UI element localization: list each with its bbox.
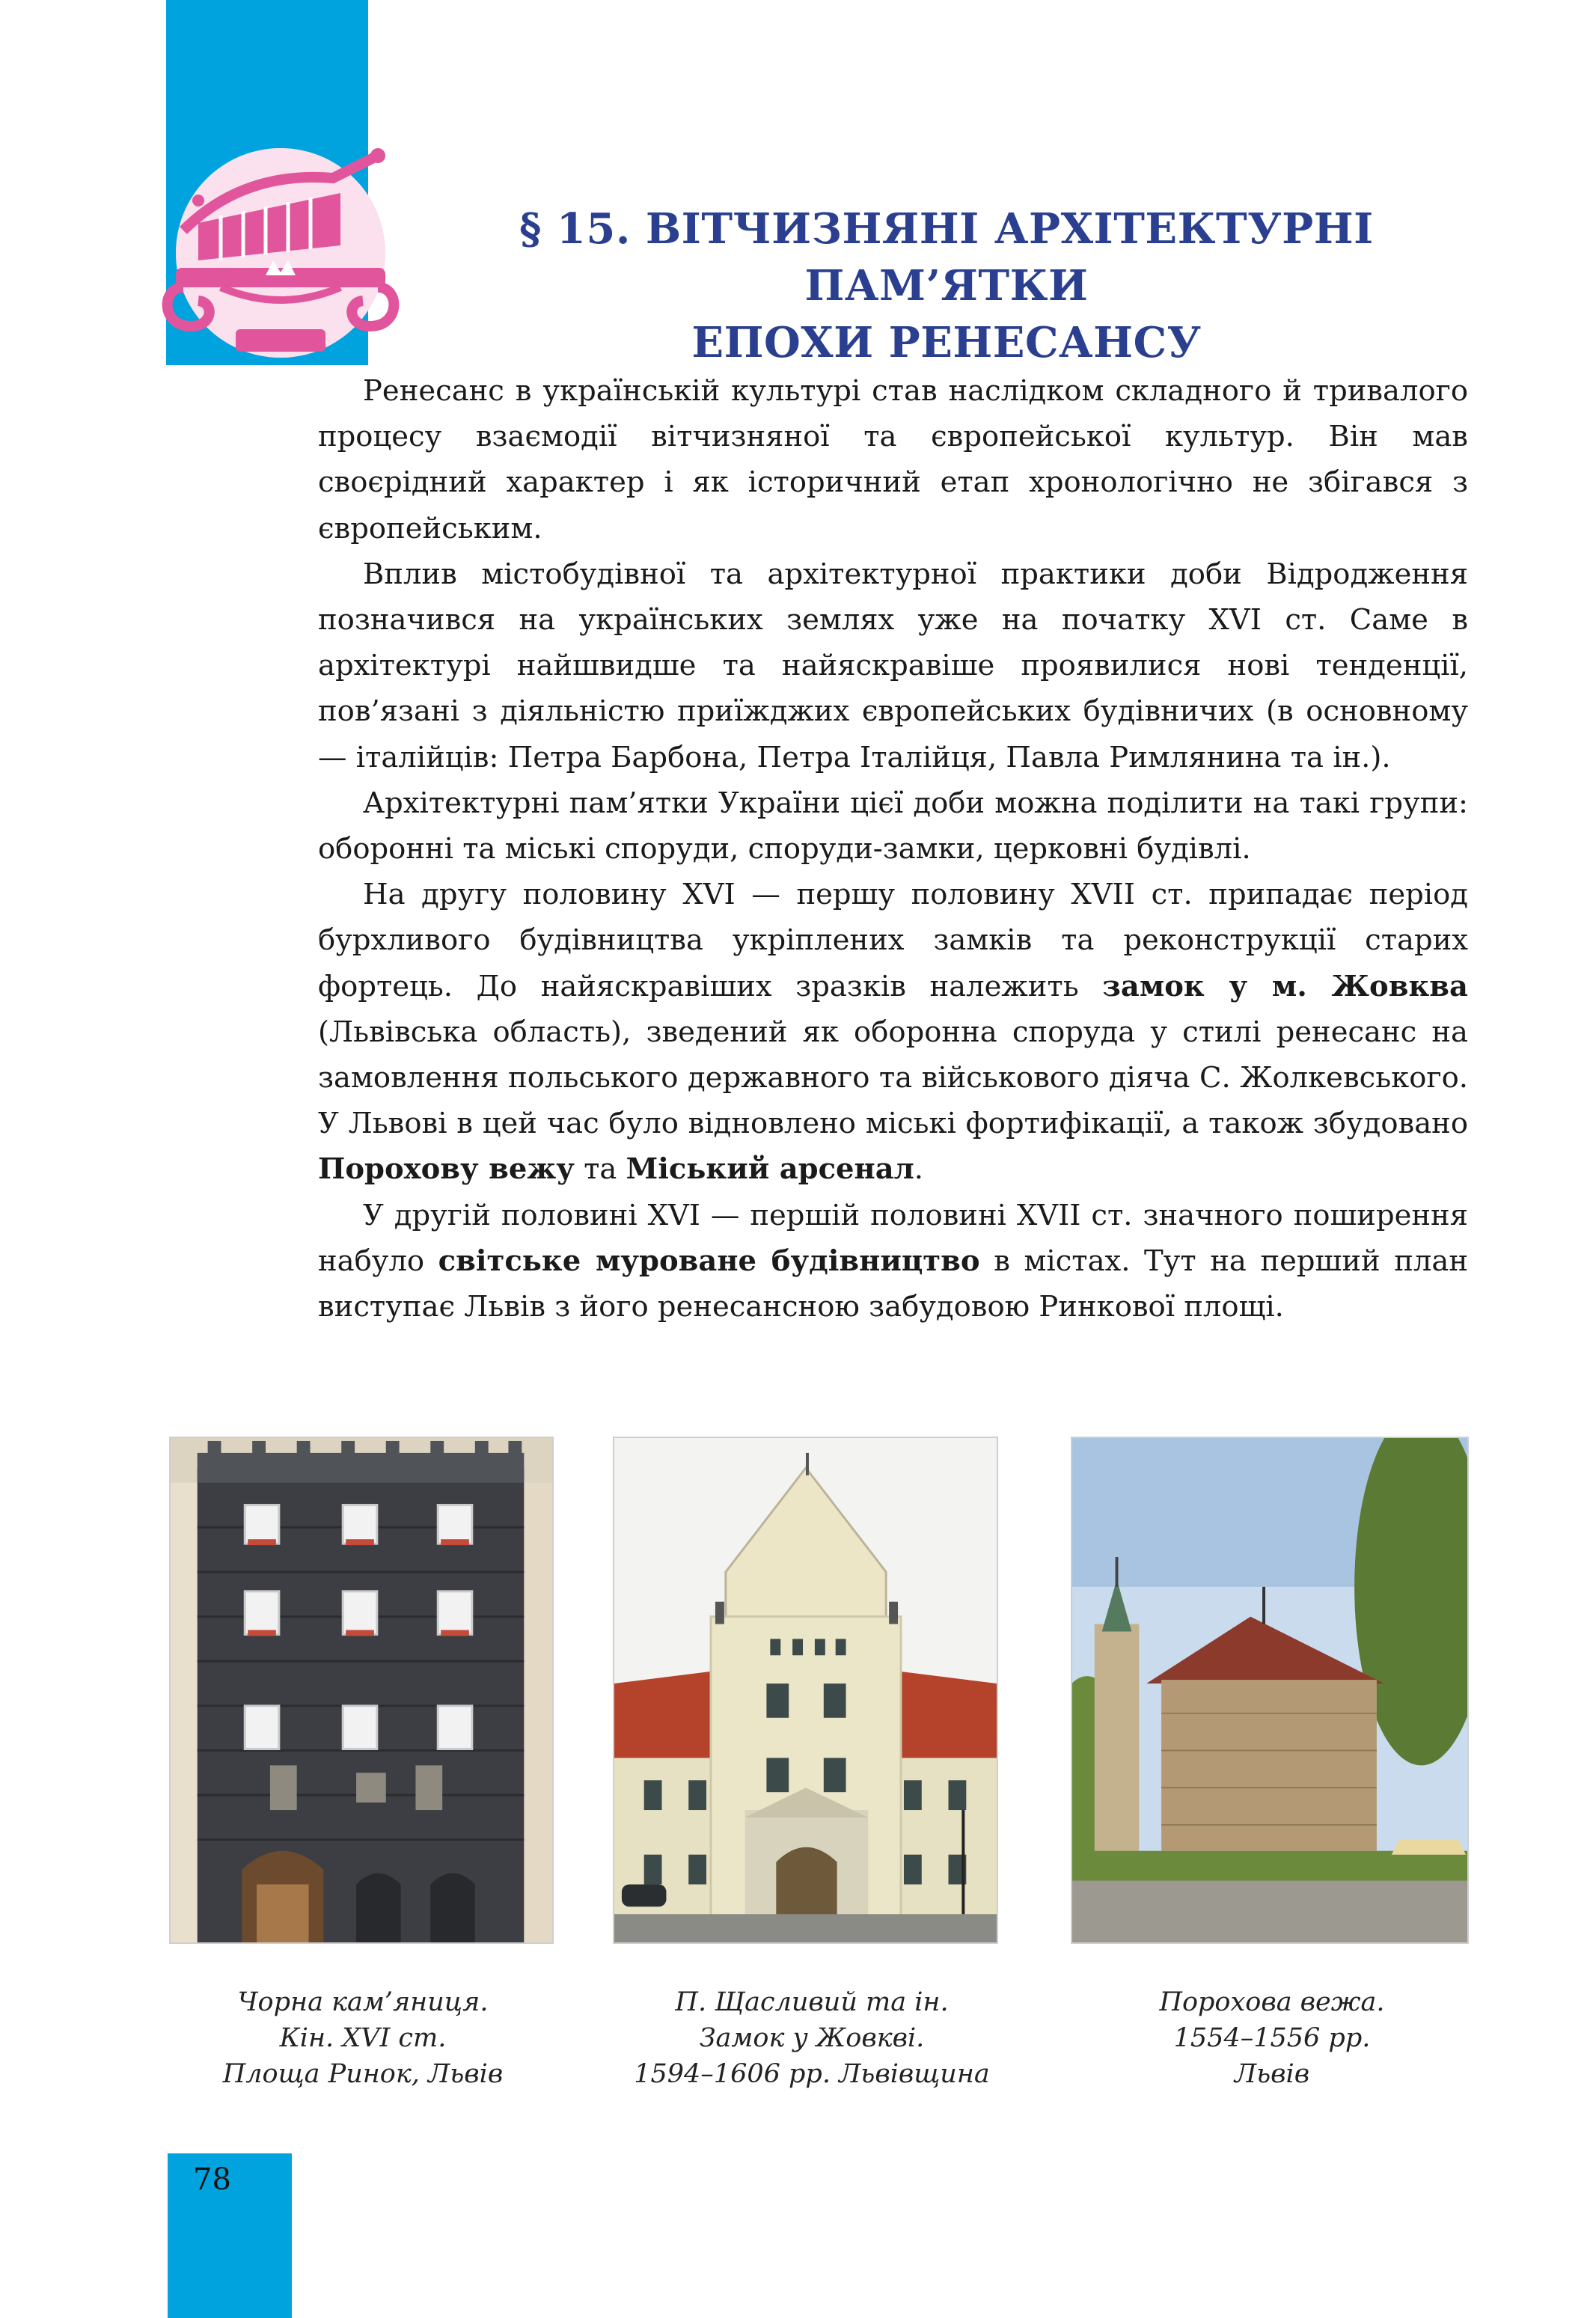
black-stone-house-photo: [169, 1437, 554, 1944]
caption-powder-tower: [1070, 1984, 1474, 2092]
caption-line: Чорна кам’яниця.: [237, 1987, 489, 2017]
caption-line: Львів: [1234, 2059, 1310, 2089]
paragraph-4-text-a: На другу половину XVI — першу половину XVII ст. припадає період бурхливого будівництва укріплених замків та реконструкції старих фортець. До найяскравіших зразків належить: [318, 878, 1468, 1003]
caption-line: Площа Ринок, Львів: [222, 2059, 504, 2089]
paragraph-4-text-d: та: [574, 1152, 626, 1187]
secular-masonry-term: світське муроване будівництво: [438, 1244, 980, 1278]
paragraph-5-text-c: в містах. Тут на перший план виступає Львів з його ренесансною забудовою Ринкової площі.: [318, 1244, 1468, 1324]
caption-zhovkva-castle: [591, 1984, 1033, 2092]
section-title-line-2: ЕПОХИ РЕНЕСАНСУ: [691, 318, 1202, 367]
caption-black-stone-house: [180, 1984, 546, 2092]
city-arsenal-term: Міський арсенал: [626, 1152, 914, 1187]
caption-line: Кін. XVI ст.: [279, 2023, 447, 2053]
paragraph-5: [318, 1193, 1468, 1330]
paragraph-4: [318, 872, 1468, 1192]
ionic-capital-icon: [153, 126, 408, 365]
caption-line: 1594–1606 рр. Львівщина: [634, 2059, 990, 2089]
section-title-line-1: § 15. ВІТЧИЗНЯНІ АРХІТЕКТУРНІ ПАМ’ЯТКИ: [519, 204, 1374, 311]
caption-line: П. Щасливий та ін.: [675, 1987, 949, 2017]
paragraph-5-text-a: У другій половині XVI — першій половині XVII ст. значного поширення набуло: [318, 1198, 1468, 1278]
section-title: [397, 201, 1496, 371]
paragraph-4-text-e: .: [914, 1152, 924, 1187]
body-text: [318, 368, 1468, 1330]
paragraph-1: Ренесанс в українській культурі став наслідком складного й тривалого процесу взаємодії вітчизняної та європейської культур. Він мав своєрідний характер і як історичний етап хронологічно не збігався з європейським.: [318, 374, 1468, 545]
paragraph-4-text-c: (Львівська область), зведений як оборонна споруда у стилі ренесанс на замовлення польського державного та військового діяча С. Жолкевського. У Львові в цей час було відновлено міські фортифікації, а також збудовано: [318, 1015, 1468, 1141]
caption-line: 1554–1556 рр.: [1173, 2023, 1371, 2053]
page-number: 78: [193, 2162, 231, 2197]
caption-line: Порохова вежа.: [1159, 1987, 1385, 2017]
zhovkva-castle-photo: [613, 1437, 998, 1944]
paragraph-2: Вплив містобудівної та архітектурної практики доби Відродження позначився на українських землях уже на початку XVI ст. Саме в архітектурі найшвидше та найяскравіше проявилися нові тенденції, пов’язані з діяльністю приїжджих європейських будівничих (в основному — італійців: Петра Барбона, Петра Італійця, Павла Римлянина та ін.).: [318, 557, 1468, 774]
powder-tower-term: Порохову вежу: [318, 1152, 575, 1187]
paragraph-3: Архітектурні пам’ятки України цієї доби можна поділити на такі групи: оборонні та міські споруди, споруди-замки, церковні будівлі.: [318, 786, 1468, 866]
zhovkva-castle-term: замок у м. Жовква: [1102, 969, 1468, 1003]
caption-line: Замок у Жовкві.: [699, 2023, 925, 2053]
powder-tower-photo: [1071, 1437, 1469, 1944]
